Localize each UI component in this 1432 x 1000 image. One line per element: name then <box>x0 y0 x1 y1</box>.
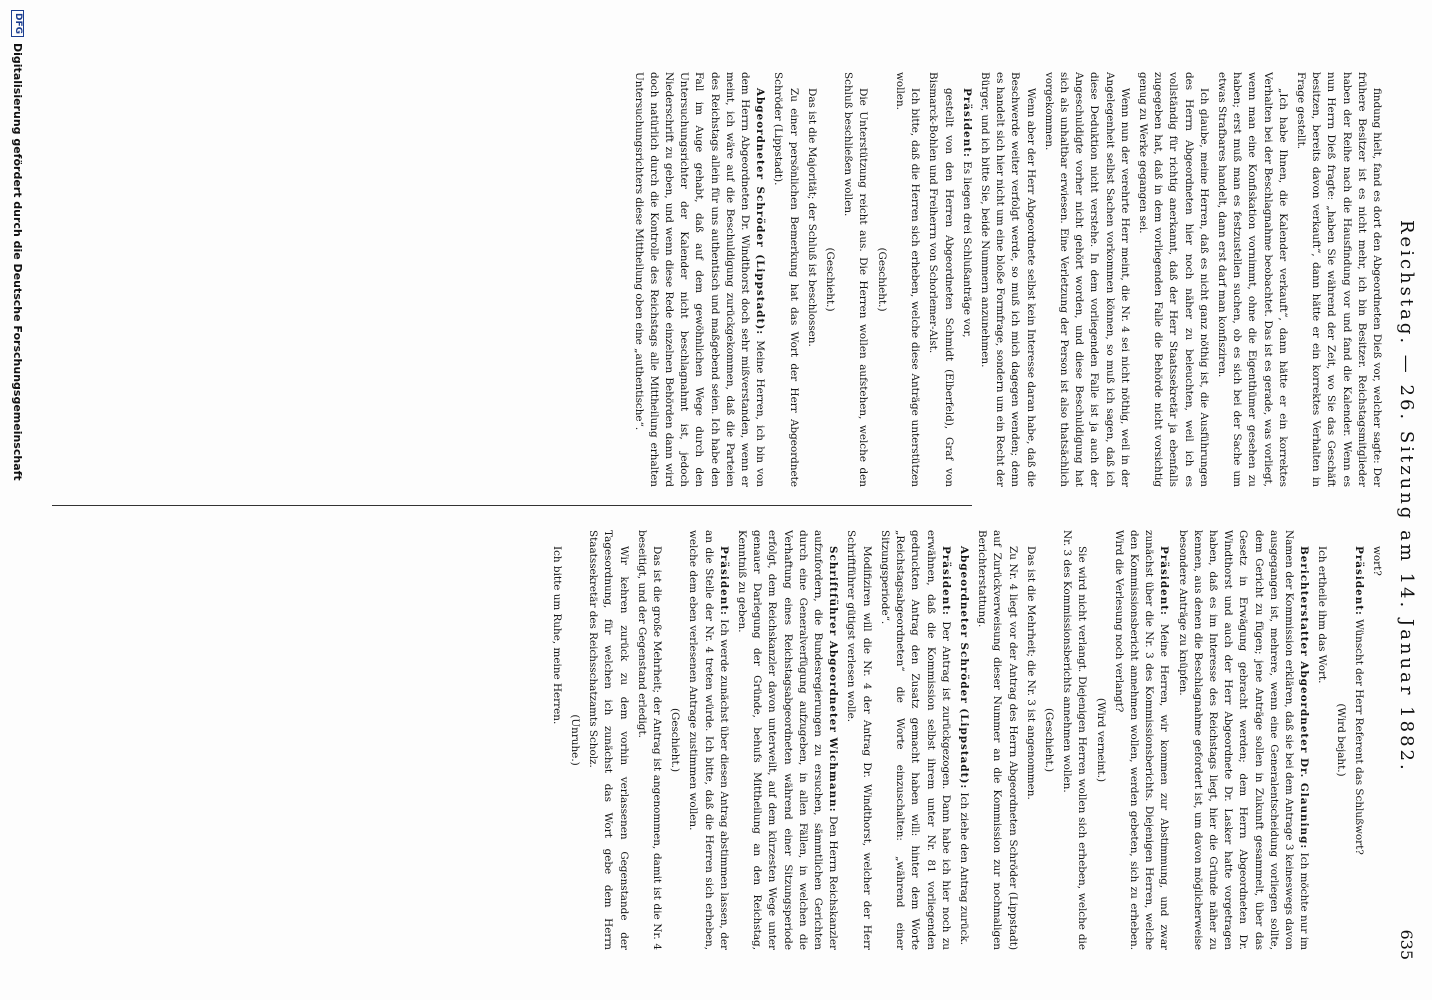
speaker-name: Schriftführer Abgeordneter Wichmann: <box>827 546 840 813</box>
page-number: 635 <box>1397 929 1417 960</box>
paragraph: Das ist die Mehrheit; die Nr. 3 ist angenommen. <box>1024 546 1037 800</box>
stage-direction: (Unruhe.) <box>569 714 582 766</box>
speech-text: Ich werde zunächst über diesen Antrag abstimmen lassen, der an die Stelle der Nr. 4 treten würde. Ich bitte, daß die Herren sich erheben, welche dem eben verlesenen Antrage zustimmen wollen. <box>687 530 730 950</box>
paragraph: Wir kehren zurück zu dem vorhin verlassenen Gegenstande der Tagesordnung, für welchen ich zunächst das Wort gebe dem Herrn Staatssekretär des Reichsschatzamts Scholz. <box>587 530 630 950</box>
running-title: Reichstag. — 26. Sitzung am 14. Januar 1882. <box>1396 220 1418 773</box>
stage-direction: (Wird bejaht.) <box>1334 703 1347 777</box>
paragraph: Das ist die große Mehrheit; der Antrag ist angenommen, damit ist die Nr. 4 beseitigt, und der Gegenstand erledigt. <box>635 530 664 950</box>
stage-direction: (Geschieht.) <box>824 247 837 312</box>
speech-text: Wünscht der Herr Referent das Schlußwort? <box>1352 619 1365 855</box>
speaker-paragraph <box>1351 530 1366 950</box>
paragraph: „Ich habe Ihnen, die Kalender verkauft“, dann hätte er ein korrektes Verhalten bei der Beschlagnahme beobachtet. Das ist es gerade, was vorliegt, wenn man eine Konfiskation vornimmt, ohne die Eigenthümer gesehen zu haben; erst muß man es festzustellen suchen, ob es sich bei der Sache um etwas Strafbares handelt, dann erst darf man konfisziren. <box>1215 72 1289 487</box>
speaker-paragraph <box>685 530 731 950</box>
speech-text: Meine Herren, wir kommen zur Abstimmung, und zwar zunächst über die Nr. 3 des Kommissionsberichts. Diejenigen Herren, welche den Kommissionsbericht annehmen wollen, werden gebeten, sich zu erheben. Wird die Verlesung noch verlangt? <box>1112 530 1171 950</box>
paragraph: Wenn aber der Herr Abgeordnete selbst kein Interesse daran habe, daß die Beschwerde weiter verfolgt werde, so muß ich mich dagegen wenden; denn es handelt sich hier nicht um eine bloße Formfrage, sondern um ein Recht der Bürger, und ich bitte Sie, beide Nummern anzunehmen. <box>978 72 1037 487</box>
speaker-name: Präsident: <box>1352 546 1365 616</box>
stage-direction: (Geschieht.) <box>1042 707 1055 773</box>
paragraph: Modifiziren will die Nr. 4 der Antrag Dr. Windthorst, welcher der Herr Schriftführer gütigst verlesen wolle. <box>845 530 873 950</box>
paragraph: Ich ertheile ihm das Wort. <box>1316 546 1329 684</box>
speaker-name: Präsident: <box>939 546 952 616</box>
paragraph: Ich glaube, meine Herren, daß es nicht ganz nöthig ist, die Ausführungen des Herrn Abgeordneten hier noch näher zu beleuchten, weil ich es vollständig für richtig anerkannt, daß der Herr Staatssekretär ja ebenfalls zugegeben hat, daß in dem vorliegenden Falle die Behörde nicht vorsichtig genug zu Werke gegangen sei. <box>1136 72 1210 487</box>
paragraph: findung hielt, fand es dort den Abgeordneten Dieß vor, welcher sagte: Der frühere Besitzer ist es nicht mehr, ich bin Besitzer. Reichstagsmitglieder haben der Reihe nach die Hausfindung vor und fand die Kalender. Wenn es nun Herrn Dieß fragte: „haben Sie während der Zeit, wo Sie das Geschäft besitzen, bereits davon verkauft“, dann hätte er ein korrektes Verhalten in Frage gestellt. <box>1294 72 1383 487</box>
speech-text: Den Herrn Reichskanzler aufzufordern, die Bundesregierungen zu ersuchen, sämmtlichen Gerichten durch eine Generalverfügung aufzugeben, in allen Fällen, in welchen die Verhaftung eines Reichstagsabgeordneten während einer Sitzungsperiode erfolgt, dem Reichskanzler davon unterweilt, auf dem kürzesten Wege unter genauer Darlegung der Gründe, behufs Mittheilung an den Reichstag, Kenntniß zu geben. <box>736 530 840 950</box>
speech-text: Der Antrag ist zurückgezogen. Dann habe ich hier noch zu erwähnen, daß die Kommission selbst ihrem unter Nr. 81 vorliegenden gedruckten Antrag den Zusatz gemacht haben will: hinter dem Worte „Reichstagsabgeordneten“ die Worte einzuschalten: „während einer Sitzungsperiode“. <box>878 530 952 950</box>
speaker-paragraph <box>734 530 840 950</box>
paragraph: wort? <box>1371 546 1383 576</box>
speaker-name: Abgeordneter Schröder (Lippstadt): <box>754 88 767 336</box>
digitization-credit <box>11 10 24 481</box>
left-column <box>54 72 1384 487</box>
speech-text: Ich ziehe den Antrag zurück. <box>957 792 970 946</box>
speech-text: Ich möchte nur im Namen der Kommission erklären, daß sie bei dem Antrage 3 keineswegs davon ausgegangen ist, mehrere, wenn eine Generalentscheidung vorliegen sollte, dem Gericht zu fügen; jene Anträge sollen in Zukunft gesammelt, über das Gesetz in Erwägung gebracht werden; dem Herrn Abgeordneten Dr. Windthorst und auch der Herr Abgeordnete Dr. Lasker hatte vorgetragen haben, daß es im Interesse des Reichstags liegt, hier die Gründe näher zu kennen, aus denen die Beschlagnahme gefordert ist, um davon möglicherweise besondere Anträge zu knüpfen. <box>1176 530 1311 950</box>
paragraph: Zu einer persönlichen Bemerkung hat das Wort der Herr Abgeordnete Schröder (Lippstadt). <box>772 72 800 487</box>
speech-text: Meine Herren, ich bin von dem Herrn Abgeordneten Dr. Windthorst doch sehr mißverstanden, wenn er meint, ich wäre auf die Beschuldigung zurückgekommen, daß die Parteien des Reichstags allein für uns authentisch und maßgebend seien. Ich habe den Fall im Auge gehabt, daß auf dem gewöhnlichen Wege durch den Untersuchungsrichter der Kalender nicht beschlagnahmt ist, jedoch Niederschrift zu geben, und wenn diese Rede einzelnen Behörden dann wird doch natürlich durch die Kontrolle des Reichstags alle Mittheilung erhalten Untersuchungsrichters diese Mittheilung oben eine „authentische“. <box>632 72 767 487</box>
paragraph: Ich bitte, daß die Herren sich erheben, welche diese Anträge unterstützen wollen. <box>893 72 922 487</box>
speaker-name: Präsident: <box>960 88 973 158</box>
paragraph: gestellt von den Herren Abgeordneten Schmidt (Elberfeld), Graf von Bismarck-Bohlen und Freiherrn von Schorlemer-Alst. <box>927 72 955 487</box>
speaker-paragraph <box>956 530 971 950</box>
speaker-name: Präsident: <box>1158 546 1171 616</box>
credit-text: Digitalisierung gefördert durch die Deutsche Forschungsgemeinschaft <box>11 43 24 481</box>
speaker-paragraph <box>1111 530 1172 950</box>
dfg-logo: DFG <box>11 10 24 37</box>
speaker-name: Präsident: <box>717 546 730 616</box>
speaker-name: Abgeordneter Schröder (Lippstadt): <box>957 546 970 790</box>
speaker-paragraph <box>630 72 767 487</box>
speech-text: Es liegen drei Schlußanträge vor, <box>960 161 973 338</box>
paragraph: Sie wird nicht verlangt. Diejenigen Herren wollen sich erheben, welche die Nr. 3 des Kommissionsberichts annehmen wollen. <box>1061 530 1089 950</box>
paragraph: Wenn nun der verehrte Herr meint, die Nr. 4 sei nicht nöthig, weil in der Angelegenheit selbst Sachen vorkommen können, so muß ich sagen, daß ich diese Deduktion nicht verstehe. In dem vorliegenden Falle ist ja auch der Angeschuldigte vorher nicht gehört worden, und diese Beschuldigung hat sich als unhaltbar erwiesen. Eine Verletzung der Person ist also thatsächlich vorgekommen. <box>1042 72 1131 487</box>
paragraph: Das ist die Majorität; der Schluß ist beschlossen. <box>805 88 818 347</box>
paragraph: Die Unterstützung reicht aus. Die Herren wollen aufstehen, welche den Schluß beschließen wollen. <box>842 72 870 487</box>
stage-direction: (Wird verneint.) <box>1094 697 1107 783</box>
speaker-paragraph <box>959 72 974 487</box>
paragraph: Zu Nr. 4 liegt vor der Antrag des Herrn Abgeordneten Schröder (Lippstadt) auf Zurückverweisung dieser Nummer an die Kommission zur nochmaligen Berichterstattung. <box>976 530 1019 950</box>
stage-direction: (Geschieht.) <box>669 707 682 773</box>
speaker-name: Berichterstatter Abgeordneter Dr. Glauning: <box>1298 546 1311 850</box>
speaker-paragraph <box>877 530 953 950</box>
right-column <box>54 530 1384 950</box>
column-separator <box>52 505 972 506</box>
page-header <box>1392 60 1422 960</box>
paragraph: Ich bitte um Ruhe, meine Herren. <box>550 546 563 725</box>
speaker-paragraph <box>1174 530 1311 950</box>
stage-direction: (Geschieht.) <box>875 247 888 312</box>
